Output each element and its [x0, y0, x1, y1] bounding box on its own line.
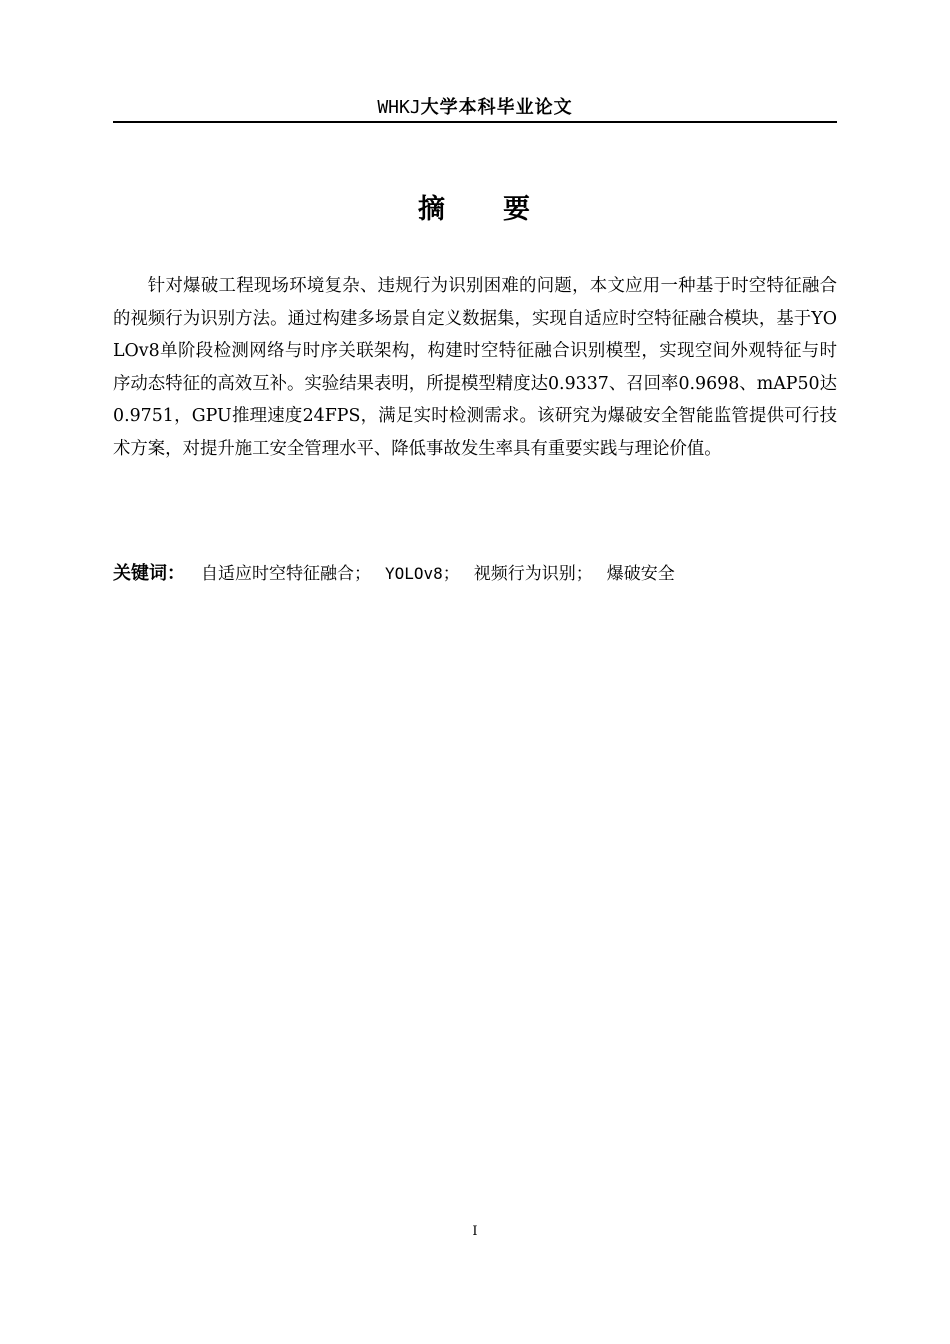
abstract-heading-char-1: 摘: [418, 194, 447, 225]
header-divider: [113, 121, 837, 123]
abstract-body: 针对爆破工程现场环境复杂、违规行为识别困难的问题，本文应用一种基于时空特征融合的视频行为识别方法。通过构建多场景自定义数据集，实现自适应时空特征融合模块，基于YOLOv8单阶段检测网络与时序关联架构，构建时空特征融合识别模型，实现空间外观特征与时序动态特征的高效互补。实验结果表明，所提模型精度达0.9337、召回率0.9698、mAP50达0.9751，GPU推理速度24FPS，满足实时检测需求。该研究为爆破安全智能监管提供可行技术方案，对提升施工安全管理水平、降低事故发生率具有重要实践与理论价值。: [113, 276, 837, 459]
page-number: I: [472, 1224, 478, 1239]
abstract-heading-char-2: 要: [503, 194, 532, 225]
keywords-label: 关键词：: [113, 563, 185, 584]
header-prefix: WHKJ: [377, 97, 421, 118]
abstract-heading: [113, 190, 837, 230]
keyword-separator: ；: [442, 564, 460, 584]
keyword-item: YOLOv8: [385, 564, 443, 583]
keyword-item: 视频行为识别: [473, 564, 576, 584]
keyword-item: 自适应时空特征融合: [201, 564, 354, 584]
header-university-title: 大学本科毕业论文: [420, 97, 573, 118]
running-header: [113, 92, 837, 122]
keyword-separator: ；: [575, 564, 593, 584]
keywords-line: [113, 558, 837, 590]
keyword-separator: ；: [354, 564, 371, 584]
keyword-item: 爆破安全: [606, 564, 675, 584]
